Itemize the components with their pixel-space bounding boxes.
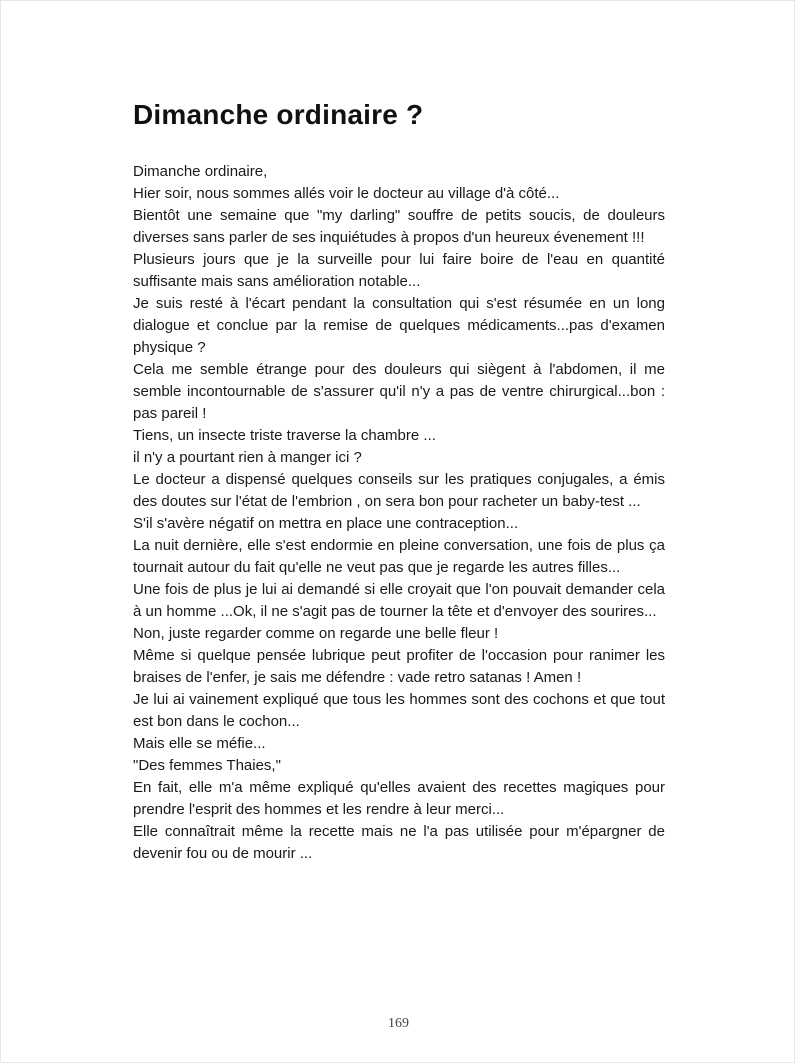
page-content (133, 99, 665, 865)
page-number: 169 (388, 1016, 409, 1031)
paragraph: Le docteur a dispensé quelques conseils sur les pratiques conjugales, a émis des doutes sur l'état de l'embrion , on sera bon pour racheter un baby-test ... (133, 471, 665, 510)
paragraph: Tiens, un insecte triste traverse la chambre ... (133, 427, 436, 444)
paragraph: S'il s'avère négatif on mettra en place une contraception... (133, 515, 519, 532)
paragraph: Dimanche ordinaire, (133, 163, 268, 180)
paragraph: En fait, elle m'a même expliqué qu'elles avaient des recettes magiques pour prendre l'esprit des hommes et les rendre à leur merci... (133, 779, 665, 818)
paragraph: Elle connaîtrait même la recette mais ne l'a pas utilisée pour m'épargner de devenir fou ou de mourir ... (133, 823, 665, 862)
paragraph: Mais elle se méfie... (133, 735, 266, 752)
paragraph: Une fois de plus je lui ai demandé si elle croyait que l'on pouvait demander cela à un homme ...Ok, il ne s'agit pas de tourner la tête et d'envoyer des sourires... (133, 581, 665, 620)
body-text (133, 161, 665, 865)
paragraph: il n'y a pourtant rien à manger ici ? (133, 449, 362, 466)
paragraph: La nuit dernière, elle s'est endormie en pleine conversation, une fois de plus ça tournait autour du fait qu'elle ne veut pas que je regarde les autres filles... (133, 537, 665, 576)
paragraph: Même si quelque pensée lubrique peut profiter de l'occasion pour ranimer les braises de l'enfer, je sais me défendre : vade retro satanas ! Amen ! (133, 647, 665, 686)
paragraph: Je lui ai vainement expliqué que tous les hommes sont des cochons et que tout est bon dans le cochon... (133, 691, 665, 730)
paragraph: Je suis resté à l'écart pendant la consultation qui s'est résumée en un long dialogue et conclue par la remise de quelques médicaments...pas d'examen physique ? (133, 295, 665, 356)
page-title: Dimanche ordinaire ? (133, 99, 424, 130)
paragraph: Non, juste regarder comme on regarde une belle fleur ! (133, 625, 499, 642)
paragraph: "Des femmes Thaies," (133, 757, 281, 774)
paragraph: Plusieurs jours que je la surveille pour lui faire boire de l'eau en quantité suffisante mais sans amélioration notable... (133, 251, 665, 290)
paragraph: Bientôt une semaine que "my darling" souffre de petits soucis, de douleurs diverses sans parler de ses inquiétudes à propos d'un heureux évenement !!! (133, 207, 665, 246)
paragraph: Hier soir, nous sommes allés voir le docteur au village d'à côté... (133, 185, 560, 202)
paragraph: Cela me semble étrange pour des douleurs qui siègent à l'abdomen, il me semble incontournable de s'assurer qu'il n'y a pas de ventre chirurgical...bon : pas pareil ! (133, 361, 665, 422)
